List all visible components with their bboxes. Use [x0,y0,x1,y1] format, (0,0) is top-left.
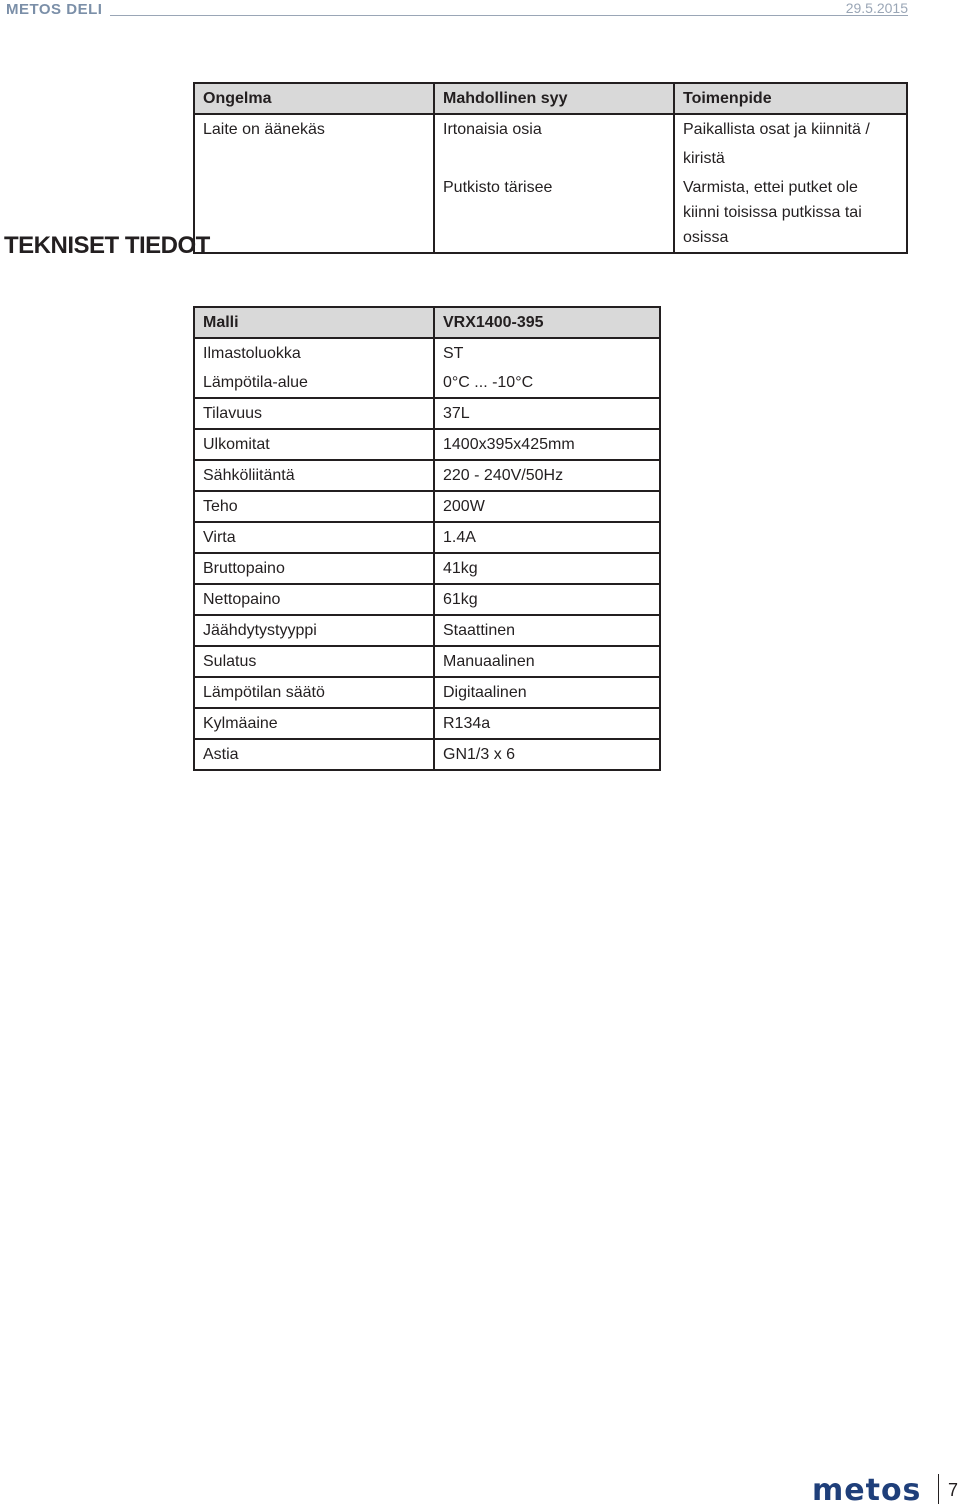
spec-key: Ulkomitat [194,429,434,460]
spec-key: Bruttopaino [194,553,434,584]
header-date: 29.5.2015 [845,0,908,16]
spec-value: Staattinen [434,615,660,646]
table-row [194,368,660,398]
footer-divider [938,1474,939,1504]
spec-value: 1400x395x425mm [434,429,660,460]
column-header: Ongelma [194,83,434,114]
spec-key: Lämpötila-alue [194,368,434,398]
spec-key: Ilmastoluokka [194,338,434,368]
spec-value: R134a [434,708,660,739]
spec-key: Malli [194,307,434,338]
table-cell: Varmista, ettei putket ole kiinni toisissa putkissa tai osissa [683,179,862,246]
table-cell [194,173,434,253]
table-cell: Putkisto tärisee [434,173,674,253]
spec-value: Digitaalinen [434,677,660,708]
table-row [194,584,660,615]
spec-key: Teho [194,491,434,522]
table-row [194,429,660,460]
section-title: TEKNISET TIEDOT [4,232,210,259]
header-rule [110,15,908,16]
table-cell: Irtonaisia osia [434,114,674,173]
spec-key: Virta [194,522,434,553]
table-row [194,522,660,553]
table-row [194,460,660,491]
spec-key: Nettopaino [194,584,434,615]
specs-table [193,306,661,771]
table-row [194,708,660,739]
spec-value: 37L [434,398,660,429]
table-header-row [194,307,660,338]
table-row [194,739,660,770]
spec-value: VRX1400-395 [434,307,660,338]
spec-value: Manuaalinen [434,646,660,677]
column-header: Toimenpide [674,83,907,114]
table-row [194,491,660,522]
page-number: 7 [948,1480,959,1500]
spec-key: Astia [194,739,434,770]
spec-key: Tilavuus [194,398,434,429]
table-cell: Laite on äänekäs [194,114,434,173]
header-brand: METOS DELI [6,1,103,18]
table-row [194,398,660,429]
spec-value: ST [434,338,660,368]
spec-value: 41kg [434,553,660,584]
spec-key: Lämpötilan säätö [194,677,434,708]
spec-key: Sulatus [194,646,434,677]
table-row [194,114,907,173]
table-row [194,646,660,677]
table-row [194,677,660,708]
spec-key: Jäähdytystyyppi [194,615,434,646]
spec-key: Kylmäaine [194,708,434,739]
table-cell: Paikallista osat ja kiinnitä / kiristä [683,121,870,167]
spec-value: 200W [434,491,660,522]
spec-value: 0°C ... -10°C [443,374,534,391]
table-row [194,615,660,646]
spec-value: GN1/3 x 6 [434,739,660,770]
metos-logo: metos [812,1473,922,1508]
troubleshooting-table [193,82,908,254]
column-header: Mahdollinen syy [434,83,674,114]
table-header-row [194,83,907,114]
spec-value: 220 - 240V/50Hz [434,460,660,491]
spec-value: 61kg [434,584,660,615]
table-row [194,553,660,584]
table-row [194,173,907,253]
spec-key: Sähköliitäntä [194,460,434,491]
table-row [194,338,660,368]
spec-value: 1.4A [434,522,660,553]
